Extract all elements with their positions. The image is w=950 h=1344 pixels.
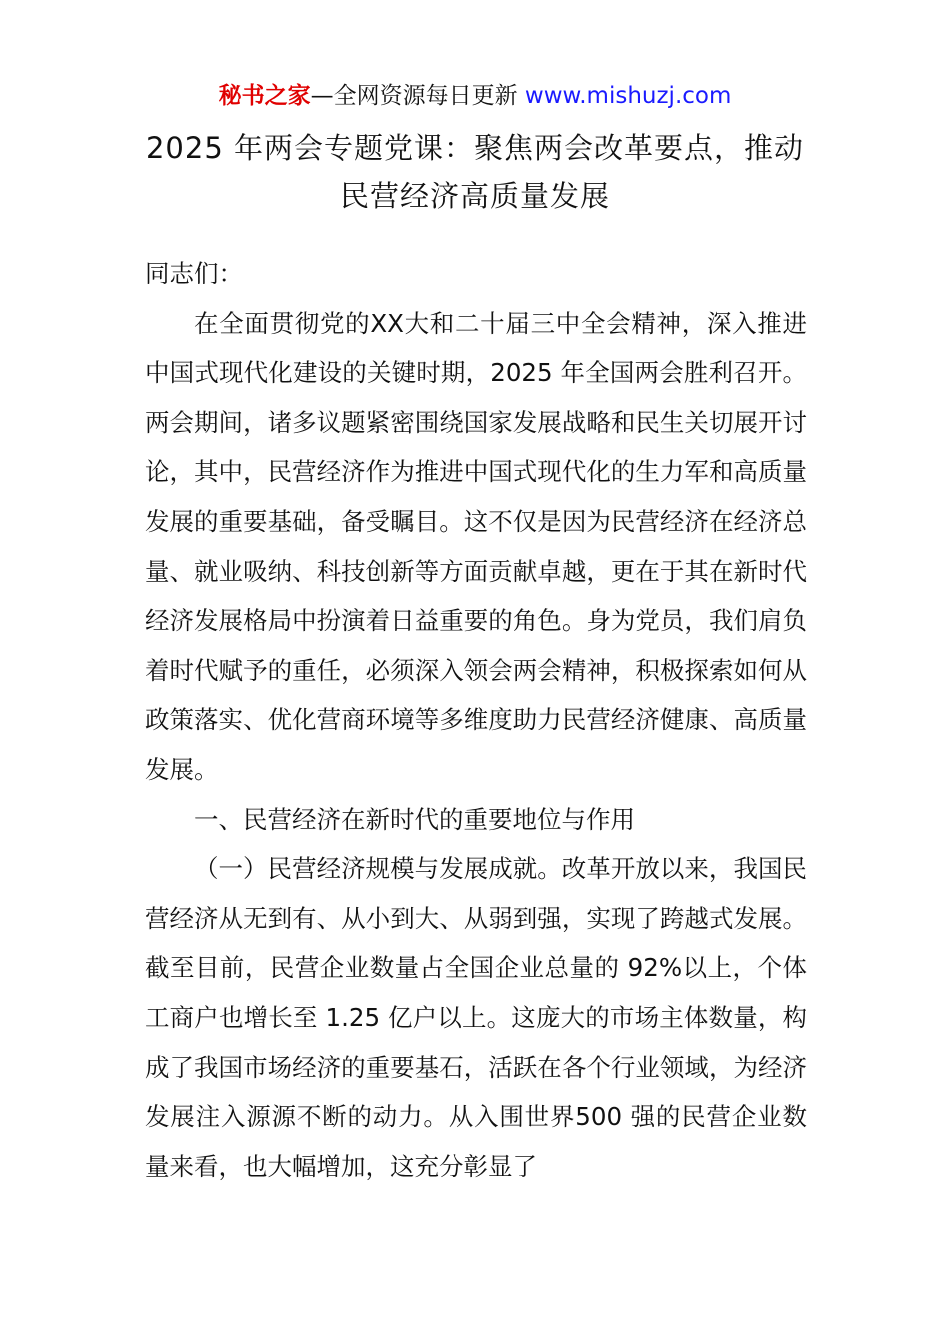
salutation: 同志们：	[145, 259, 243, 288]
paragraph: 在全面贯彻党的XX大和二十届三中全会精神，深入推进中国式现代化建设的关键时期，2025 年全国两会胜利召开。两会期间，诸多议题紧密围绕国家发展战略和民生关切展开讨论，其中，民营经济作为推进中国式现代化的生力军和高质量发展的重要基础，备受瞩目。这不仅是因为民营经济在经济总量、就业吸纳、科技创新等方面贡献卓越，更在于其在新时代经济发展格局中扮演着日益重要的角色。身为党员，我们肩负着时代赋予的重任，必须深入领会两会精神，积极探索如何从政策落实、优化营商环境等多维度助力民营经济健康、高质量发展。	[145, 308, 807, 784]
brand-name: 秘书之家	[218, 83, 311, 109]
document-title: 2025 年两会专题党课：聚焦两会改革要点，推动民营经济高质量发展	[145, 131, 805, 213]
site-header	[0, 80, 950, 112]
paragraph: （一）民营经济规模与发展成就。改革开放以来，我国民营经济从无到有、从小到大、从弱到强，实现了跨越式发展。截至目前，民营企业数量占全国企业总量的 92%以上，个体工商户也增长至 1.25 亿户以上。这庞大的市场主体数量，构成了我国市场经济的重要基石，活跃在各个行业领域，为经济发展注入源源不断的动力。从入围世界500 强的民营企业数量来看，也大幅增加，这充分彰显了	[145, 854, 807, 1181]
document-body	[145, 249, 807, 1191]
section-heading: 一、民营经济在新时代的重要地位与作用	[194, 804, 635, 834]
header-tagline: —全网资源每日更新	[310, 83, 525, 109]
site-url-link[interactable]: www.mishuzj.com	[524, 83, 732, 109]
